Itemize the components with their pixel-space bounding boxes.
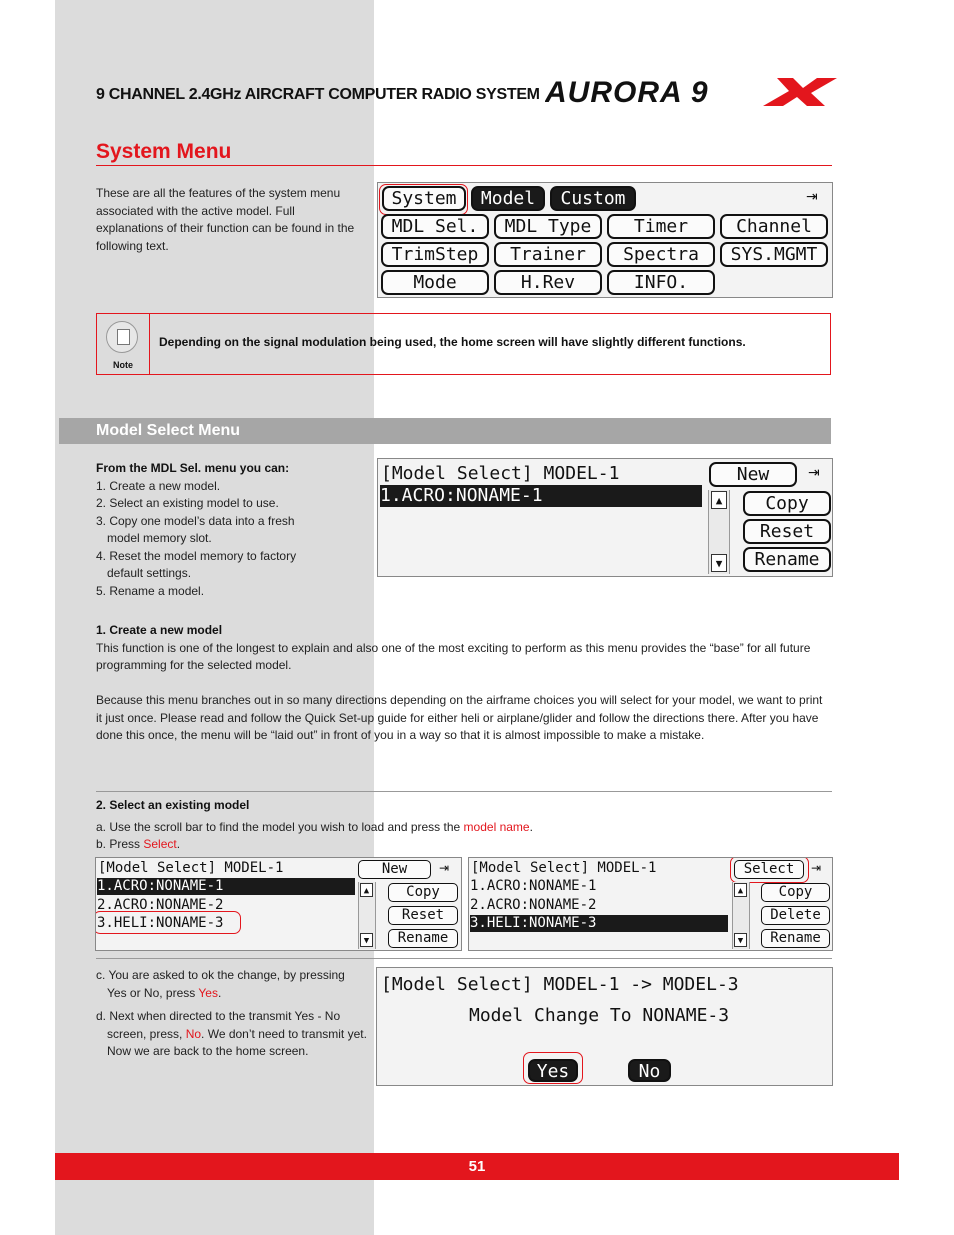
highlight-system-tab [379, 184, 468, 215]
section-band-model-select [59, 418, 831, 444]
yes-button[interactable]: Yes [528, 1059, 578, 1082]
steps-c-d: c. You are asked to ok the change, by pressing Yes or No, press Yes. d. Next when directed to the transmit Yes - No screen, press, No. We don’t need to transmit yet. Now we are back to the home screen. [96, 968, 367, 1058]
btn-mode[interactable]: Mode [381, 270, 489, 295]
highlight-yes-button [523, 1052, 583, 1084]
tab-model[interactable]: Model [471, 186, 545, 211]
no-link: No [185, 1026, 202, 1041]
exit-icon[interactable]: ⇥ [439, 861, 450, 875]
scroll-down-icon[interactable]: ▼ [360, 933, 373, 947]
section-title-system-menu: System Menu [96, 140, 232, 163]
btn-info[interactable]: INFO. [607, 270, 715, 295]
btn-trimstep[interactable]: TrimStep [381, 242, 489, 267]
footer-bar [55, 1153, 899, 1180]
list-item: 2. Select an existing model to use. [96, 496, 279, 510]
model-select-lead: From the MDL Sel. menu you can: [96, 461, 290, 475]
model-select-list [96, 460, 356, 600]
model-row-1[interactable]: 1.ACRO:NONAME-1 [97, 878, 355, 895]
aurora-logo [545, 74, 840, 108]
btn-sys-mgmt[interactable]: SYS.MGMT [720, 242, 828, 267]
model-change-message: Model Change To NONAME-3 [469, 1005, 730, 1026]
copy-button[interactable]: Copy [743, 491, 831, 516]
list-item: 3. Copy one model’s data into a fresh [96, 513, 295, 528]
select-button[interactable]: Select [734, 860, 804, 879]
highlight-select-button [730, 857, 809, 883]
model-row-2[interactable]: 2.ACRO:NONAME-2 [97, 897, 224, 913]
list-item: default settings. [107, 566, 192, 580]
model-select-screen-b [468, 857, 833, 951]
btn-channel[interactable]: Channel [720, 214, 828, 239]
title-rule [96, 165, 832, 166]
model-name-link: model name [463, 819, 530, 834]
list-item: 5. Rename a model. [96, 583, 205, 598]
screen-header: [Model Select] MODEL-1 [471, 860, 657, 876]
btn-mdl-type[interactable]: MDL Type [494, 214, 602, 239]
model-row-1[interactable]: 1.ACRO:NONAME-1 [470, 878, 597, 894]
model-change-screen [376, 967, 833, 1086]
scrollbar[interactable] [358, 882, 376, 949]
divider [96, 958, 832, 959]
rename-button[interactable]: Rename [743, 547, 831, 572]
copy-button[interactable]: Copy [761, 883, 830, 902]
reset-button[interactable]: Reset [388, 906, 458, 925]
screen-header: [Model Select] MODEL-1 -> MODEL-3 [381, 974, 739, 995]
note-icon [106, 321, 138, 353]
screen-header: [Model Select] MODEL-1 [381, 463, 620, 484]
model-row-2[interactable]: 2.ACRO:NONAME-2 [470, 897, 597, 913]
scroll-up-icon[interactable]: ▲ [711, 491, 727, 509]
reset-button[interactable]: Reset [743, 519, 831, 544]
rename-button[interactable]: Rename [761, 929, 830, 948]
no-button[interactable]: No [628, 1059, 671, 1082]
page-number: 51 [468, 1158, 486, 1175]
select-existing-section: 2. Select an existing model a. Use the scroll bar to find the model you wish to load and press the model name. b. Press Select. [96, 797, 841, 854]
tab-custom[interactable]: Custom [550, 186, 636, 211]
system-intro: These are all the features of the system menu associated with the active model. Full explanations of their function can be found in the following text. [96, 186, 355, 253]
scroll-down-icon[interactable]: ▼ [734, 933, 747, 947]
copy-button[interactable]: Copy [388, 883, 458, 902]
model-select-screen [377, 458, 833, 577]
list-item: 1. Create a new model. [96, 478, 221, 493]
note-label: Note [113, 360, 133, 370]
list-item: 4. Reset the model memory to factory [96, 548, 297, 563]
model-row-1[interactable]: 1.ACRO:NONAME-1 [380, 485, 702, 507]
create-heading: 1. Create a new model [96, 623, 223, 637]
yes-link: Yes [198, 985, 218, 1000]
highlight-model-row-3 [95, 911, 241, 934]
model-select-title: Model Select Menu [96, 422, 241, 439]
scroll-up-icon[interactable]: ▲ [734, 883, 747, 897]
delete-button[interactable]: Delete [761, 906, 830, 925]
exit-icon[interactable]: ⇥ [808, 465, 820, 481]
system-menu-screen [377, 182, 833, 298]
note-icon-cell [97, 314, 150, 374]
header-title: 9 CHANNEL 2.4GHz AIRCRAFT COMPUTER RADIO SYSTEM [96, 86, 540, 103]
btn-spectra[interactable]: Spectra [607, 242, 715, 267]
scroll-down-icon[interactable]: ▼ [711, 554, 727, 572]
note-text: Depending on the signal modulation being used, the home screen will have slightly different functions. [159, 335, 746, 349]
list-item: model memory slot. [107, 531, 212, 545]
select-heading: 2. Select an existing model [96, 798, 250, 812]
svg-text:AURORA 9: AURORA 9 [545, 76, 709, 108]
screen-header: [Model Select] MODEL-1 [98, 860, 284, 876]
note-box [96, 313, 831, 375]
btn-trainer[interactable]: Trainer [494, 242, 602, 267]
scroll-up-icon[interactable]: ▲ [360, 883, 373, 897]
new-button[interactable]: New [358, 860, 431, 879]
new-button[interactable]: New [709, 462, 797, 487]
rename-button[interactable]: Rename [388, 929, 458, 948]
btn-mdl-sel[interactable]: MDL Sel. [381, 214, 489, 239]
btn-timer[interactable]: Timer [607, 214, 715, 239]
exit-icon[interactable]: ⇥ [811, 861, 822, 875]
select-link: Select [143, 837, 177, 851]
model-select-screen-a [95, 857, 462, 951]
create-section: 1. Create a new model This function is one of the longest to explain and also one of the most exciting to perform as this menu provides the “base” for all future programming for the selected model. Because this menu branches out in so many directions depending on the airframe choices you will select for your model, we want to print it just once. Please read and follow the Quick Set-up guide for either heli or airplane/glider and follow the directions there. After you have done this once, the menu will be “laid out” in front of you in a way so that it is almost impossible to make a mistake. [96, 622, 841, 745]
model-row-3[interactable]: 3.HELI:NONAME-3 [97, 915, 224, 931]
btn-h-rev[interactable]: H.Rev [494, 270, 602, 295]
divider [96, 791, 832, 792]
scrollbar[interactable] [732, 882, 750, 949]
scrollbar[interactable] [708, 490, 730, 574]
tab-system[interactable]: System [382, 186, 466, 211]
exit-icon[interactable]: ⇥ [806, 189, 818, 205]
model-row-3[interactable]: 3.HELI:NONAME-3 [470, 915, 728, 932]
